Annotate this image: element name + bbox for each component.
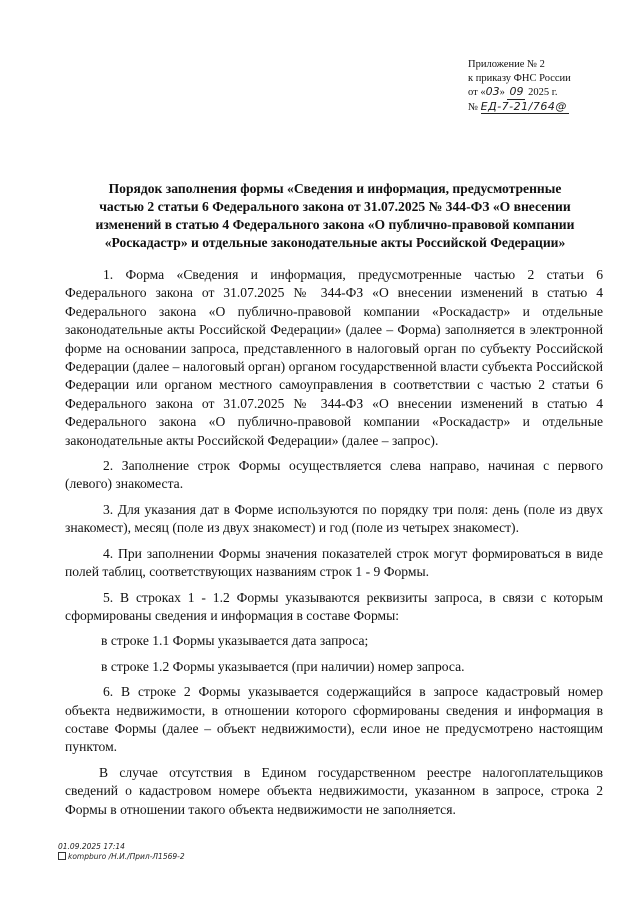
paragraph-5: 5. В строках 1 - 1.2 Формы указываются реквизиты запроса, в связи с которым сформированы сведения и информация в составе Формы: — [65, 589, 603, 623]
annex-date: от «03» 09 2025 г. — [468, 85, 558, 98]
footer-timestamp: 01.09.2025 17:14 — [58, 842, 125, 851]
title-line: частью 2 статьи 6 Федерального закона от 31.07.2025 № 344-ФЗ «О внесении — [99, 199, 571, 214]
document-body — [65, 266, 603, 826]
paragraph-1: 1. Форма «Сведения и информация, предусмотренные частью 2 статьи 6 Федерального закона от 31.07.2025 № 344-ФЗ «О внесении изменений в статью 4 Федерального закона «О публично-правовой компании «Роскадастр» и отдельные законодательные акты Российской Федерации» (далее – Форма) заполняется в электронной форме на основании запроса, представленного в налоговый орган по субъекту Российской Федерации (далее – налоговый орган) органом государственной власти субъекта Российской Федерации или органом местного самоуправления в соответствии с частью 2 статьи 6 Федерального закона от 31.07.2025 № 344-ФЗ «О внесении изменений в статью 4 Федерального закона «О публично-правовой компании «Роскадастр» и отдельные законодательные акты Российской Федерации» (далее – запрос). — [65, 267, 603, 448]
checkbox-glyph-icon — [58, 852, 66, 860]
footer-file-path: kompburo /Н.И./Прил-Л1569-2 — [58, 852, 185, 862]
paragraph-2: 2. Заполнение строк Формы осуществляется слева направо, начиная с первого (левого) знакоместа. — [65, 458, 603, 492]
document-title — [70, 180, 600, 252]
handwritten-month: 09 — [509, 85, 524, 98]
title-line: «Роскадастр» и отдельные законодательные акты Российской Федерации» — [104, 235, 566, 250]
title-line: Порядок заполнения формы «Сведения и информация, предусмотренные — [108, 181, 562, 196]
paragraph-6-continuation: В случае отсутствия в Едином государственном реестре налогоплательщиков сведений о кадастровом номере объекта недвижимости, указанном в запросе, строка 2 Формы в отношении такого объекта недвижимости не заполняется. — [65, 764, 603, 817]
paragraph-4: 4. При заполнении Формы значения показателей строк могут формироваться в виде полей таблиц, соответствующих названиям строк 1 - 9 Формы. — [65, 545, 603, 580]
paragraph-3: 3. Для указания дат в Форме используются по порядку три поля: день (поле из двух знакомест), месяц (поле из двух знакомест) и год (поле из четырех знакомест). — [65, 501, 603, 536]
annex-header — [468, 58, 618, 114]
paragraph-6: 6. В строке 2 Формы указывается содержащийся в запросе кадастровый номер объекта недвижимости, в отношении которого сформированы сведения и информация в составе Формы (далее – объект недвижимости), если иное не предусмотрено настоящим пунктом. — [65, 684, 603, 755]
document-footer — [58, 842, 185, 862]
title-line: изменений в статью 4 Федерального закона «О публично-правовой компании — [95, 217, 575, 232]
handwritten-day: 03 — [485, 85, 500, 98]
annex-number: № ЕД-7-21/764@ — [468, 99, 567, 113]
annex-order-reference: к приказу ФНС России — [468, 72, 571, 84]
paragraph-5-line-1-2: в строке 1.2 Формы указывается (при наличии) номер запроса. — [101, 658, 465, 674]
annex-year: 2025 г. — [528, 87, 558, 98]
handwritten-order-number: ЕД-7-21/764@ — [480, 99, 567, 113]
paragraph-5-line-1-1: в строке 1.1 Формы указывается дата запроса; — [101, 633, 369, 649]
annex-title: Приложение № 2 — [468, 59, 545, 70]
